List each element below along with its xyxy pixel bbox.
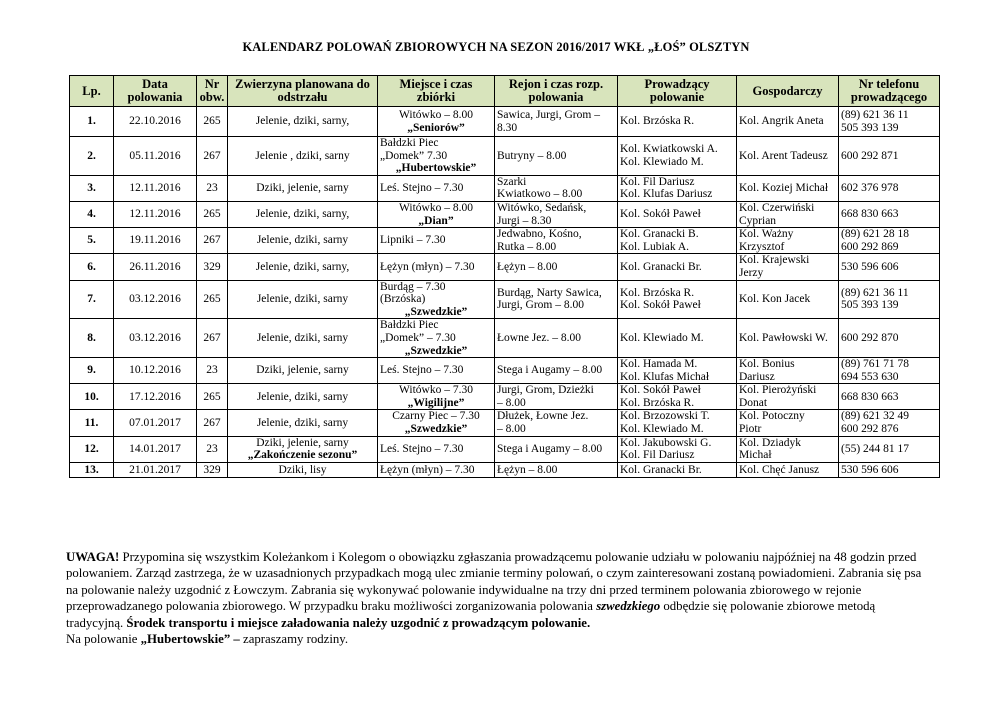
phone-line: 602 376 978 bbox=[841, 182, 899, 195]
game-text: Dziki, jelenie, sarny bbox=[256, 182, 349, 195]
place-line: Leś. Stejno – 7.30 bbox=[380, 182, 464, 195]
row-number: 10. bbox=[70, 384, 114, 410]
hunt-name: „Szwedzkie” bbox=[404, 344, 468, 357]
host-cell bbox=[737, 254, 839, 280]
leader-line: Kol. Granacki B. bbox=[620, 228, 699, 241]
notice-label: UWAGA! bbox=[66, 550, 120, 564]
host-cell bbox=[737, 228, 839, 254]
header-phone: Nr telefonu prowadzącego bbox=[839, 76, 940, 107]
header-date: Data polowania bbox=[114, 76, 197, 107]
district-cell: 267 bbox=[197, 228, 228, 254]
phone-line: (55) 244 81 17 bbox=[841, 442, 910, 455]
leader-line: Kol. Granacki Br. bbox=[620, 463, 702, 476]
region-cell bbox=[495, 462, 618, 477]
leader-line: Kol. Klewiado M. bbox=[620, 331, 704, 344]
phone-line: (89) 621 36 11 bbox=[841, 108, 909, 121]
region-line: Jurgi – 8.30 bbox=[497, 214, 552, 227]
phone-cell bbox=[839, 254, 940, 280]
header-leader: Prowadzący polowanie bbox=[618, 76, 737, 107]
region-line: Jedwabno, Kośno, bbox=[497, 228, 582, 241]
region-line: Jurgi, Grom, Dzieżki bbox=[497, 384, 594, 397]
row-number: 1. bbox=[70, 107, 114, 137]
region-line: 8.30 bbox=[497, 121, 518, 134]
game-text: Jelenie , dziki, sarny bbox=[255, 149, 350, 162]
leader-line: Kol. Klewiado M. bbox=[620, 155, 704, 168]
table-row bbox=[70, 280, 940, 319]
host-line: Michał bbox=[739, 449, 772, 462]
host-cell bbox=[737, 462, 839, 477]
phone-line: 530 596 606 bbox=[841, 463, 899, 476]
place-line: Witówko – 7.30 bbox=[399, 384, 473, 397]
game-text: Jelenie, dziki, sarny, bbox=[255, 208, 350, 221]
host-cell bbox=[737, 137, 839, 176]
notice-text-4: zapraszamy rodziny. bbox=[239, 632, 349, 647]
region-cell bbox=[495, 384, 618, 410]
game-cell bbox=[228, 201, 378, 227]
host-line: Kol. Arent Tadeusz bbox=[739, 149, 828, 162]
phone-line: 530 596 606 bbox=[841, 260, 899, 273]
district-cell: 265 bbox=[197, 201, 228, 227]
header-row bbox=[70, 76, 940, 107]
game-cell bbox=[228, 107, 378, 137]
table-row bbox=[70, 175, 940, 201]
host-line: Kol. Kon Jacek bbox=[739, 293, 811, 306]
host-line: Kol. Pierożyński bbox=[739, 384, 817, 397]
region-line: Dłużek, Łowne Jez. bbox=[497, 410, 589, 423]
game-text: Jelenie, dziki, sarny bbox=[256, 416, 349, 429]
host-line: Kol. Koziej Michał bbox=[739, 182, 829, 195]
host-line: Kol. Chęć Janusz bbox=[739, 463, 820, 476]
leader-line: Kol. Sokół Paweł bbox=[620, 384, 701, 397]
place-line: Leś. Stejno – 7.30 bbox=[380, 442, 464, 455]
phone-line: 668 830 663 bbox=[841, 208, 899, 221]
place-line: Bałdzki Piec bbox=[380, 137, 439, 149]
notice-text-3: Na polowanie bbox=[66, 632, 141, 647]
date-cell: 19.11.2016 bbox=[114, 228, 197, 254]
host-line: Cyprian bbox=[739, 214, 777, 227]
row-number: 2. bbox=[70, 137, 114, 176]
hunt-name: „Zakończenie sezonu” bbox=[247, 449, 358, 462]
district-cell: 265 bbox=[197, 280, 228, 319]
phone-line: 668 830 663 bbox=[841, 390, 899, 403]
place-cell bbox=[378, 137, 495, 176]
region-line: Łowne Jez. – 8.00 bbox=[497, 331, 581, 344]
game-text: Dziki, jelenie, sarny bbox=[256, 364, 349, 377]
host-line: Kol. Czerwiński bbox=[739, 201, 815, 214]
leader-line: Kol. Sokół Paweł bbox=[620, 299, 701, 312]
row-number: 12. bbox=[70, 436, 114, 462]
hunt-name: „Hubertowskie” bbox=[395, 162, 477, 175]
place-line: Burdąg – 7.30 bbox=[380, 280, 446, 293]
date-cell: 05.11.2016 bbox=[114, 137, 197, 176]
place-cell bbox=[378, 436, 495, 462]
row-number: 5. bbox=[70, 228, 114, 254]
leader-line: Kol. Hamada M. bbox=[620, 358, 698, 371]
place-line: (Brzóska) bbox=[380, 293, 426, 306]
game-cell bbox=[228, 319, 378, 358]
notice-bold-2: „Hubertowskie” – bbox=[140, 632, 240, 647]
notice-text-2: odbędzie się polowanie zbiorowe metodą tradycyjną. bbox=[66, 599, 876, 630]
place-line: „Domek” 7.30 bbox=[380, 149, 448, 162]
table-row bbox=[70, 201, 940, 227]
row-number: 4. bbox=[70, 201, 114, 227]
district-cell: 265 bbox=[197, 384, 228, 410]
leader-line: Kol. Klufas Michał bbox=[620, 370, 710, 383]
phone-line: 600 292 876 bbox=[841, 423, 899, 436]
place-cell bbox=[378, 319, 495, 358]
district-cell: 23 bbox=[197, 436, 228, 462]
region-line: Kwiatkowo – 8.00 bbox=[497, 188, 583, 201]
phone-line: 600 292 870 bbox=[841, 331, 899, 344]
game-text: Jelenie, dziki, sarny bbox=[256, 331, 349, 344]
region-line: Witówko, Sedańsk, bbox=[497, 201, 587, 214]
notice-text-1: Przypomina się wszystkim Koleżankom i Kolegom o obowiązku zgłaszania prowadzącemu polowanie udziału w polowaniu najpóźniej na 48 godzin przed polowaniem. Zarząd zastrzega, że w uzasadnionych przypadkach mogą ulec zmianie terminy polowań, o czym zainteresowani zostaną powiadomieni. Zabrania się psa na polowanie należy uzgodnić z Łowczym. Zabrania się wykonywać polowanie indywidualne na trzy dni przed terminem polowania zbiorowego w rejonie przeprowadzanego polowania zbiorowego. W przypadku braku możliwości zorganizowania polowania bbox=[66, 550, 922, 614]
region-cell bbox=[495, 228, 618, 254]
date-cell: 17.12.2016 bbox=[114, 384, 197, 410]
table-row bbox=[70, 358, 940, 384]
region-cell bbox=[495, 436, 618, 462]
leader-line: Kol. Granacki Br. bbox=[620, 260, 702, 273]
leader-line: Kol. Kwiatkowski A. bbox=[620, 143, 718, 156]
phone-cell bbox=[839, 319, 940, 358]
game-text: Dziki, lisy bbox=[278, 463, 327, 476]
host-cell bbox=[737, 319, 839, 358]
game-text: Jelenie, dziki, sarny bbox=[256, 390, 349, 403]
leader-cell bbox=[618, 410, 737, 436]
place-line: Witówko – 8.00 bbox=[399, 108, 473, 121]
hunt-name: „Szwedzkie” bbox=[404, 305, 468, 318]
leader-cell bbox=[618, 358, 737, 384]
host-line: Kol. Krajewski bbox=[739, 254, 810, 267]
table-row bbox=[70, 410, 940, 436]
host-line: Kol. Ważny bbox=[739, 228, 794, 241]
region-line: Stega i Augamy – 8.00 bbox=[497, 442, 603, 455]
game-cell bbox=[228, 436, 378, 462]
region-line: Łężyn – 8.00 bbox=[497, 260, 558, 273]
page-title: KALENDARZ POLOWAŃ ZBIOROWYCH NA SEZON 2016/2017 WKŁ „ŁOŚ” OLSZTYN bbox=[242, 40, 750, 54]
region-line: Szarki bbox=[497, 175, 527, 188]
region-line: Łężyn – 8.00 bbox=[497, 463, 558, 476]
region-cell bbox=[495, 410, 618, 436]
header-host: Gospodarczy bbox=[737, 76, 839, 107]
table-row bbox=[70, 319, 940, 358]
region-line: – 8.00 bbox=[497, 423, 526, 436]
region-line: Stega i Augamy – 8.00 bbox=[497, 364, 603, 377]
region-line: Rutka – 8.00 bbox=[497, 240, 557, 253]
date-cell: 21.01.2017 bbox=[114, 462, 197, 477]
game-cell bbox=[228, 254, 378, 280]
leader-line: Kol. Sokół Paweł bbox=[620, 208, 701, 221]
leader-line: Kol. Fil Dariusz bbox=[620, 449, 695, 462]
hunting-calendar-table bbox=[69, 75, 940, 478]
header-lp: Lp. bbox=[70, 76, 114, 107]
place-line: „Domek” – 7.30 bbox=[380, 331, 456, 344]
district-cell: 23 bbox=[197, 358, 228, 384]
date-cell: 12.11.2016 bbox=[114, 201, 197, 227]
host-cell bbox=[737, 201, 839, 227]
hunt-name: „Seniorów” bbox=[407, 121, 465, 134]
date-cell: 14.01.2017 bbox=[114, 436, 197, 462]
district-cell: 329 bbox=[197, 254, 228, 280]
game-cell bbox=[228, 280, 378, 319]
host-cell bbox=[737, 410, 839, 436]
leader-line: Kol. Brzóska R. bbox=[620, 115, 695, 128]
table-row bbox=[70, 462, 940, 477]
row-number: 9. bbox=[70, 358, 114, 384]
table-row bbox=[70, 137, 940, 176]
date-cell: 03.12.2016 bbox=[114, 319, 197, 358]
host-cell bbox=[737, 436, 839, 462]
hunt-name: „Wigilijne” bbox=[407, 396, 465, 409]
host-cell bbox=[737, 358, 839, 384]
game-cell bbox=[228, 358, 378, 384]
region-line: Burdąg, Narty Sawica, bbox=[497, 286, 602, 299]
table-row bbox=[70, 384, 940, 410]
leader-cell bbox=[618, 384, 737, 410]
table-row bbox=[70, 436, 940, 462]
leader-cell bbox=[618, 228, 737, 254]
place-cell bbox=[378, 228, 495, 254]
host-line: Kol. Bonius bbox=[739, 358, 795, 371]
host-line: Kol. Potoczny bbox=[739, 410, 805, 423]
leader-line: Kol. Jakubowski G. bbox=[620, 436, 712, 449]
place-line: Łężyn (młyn) – 7.30 bbox=[380, 463, 475, 476]
place-line: Bałdzki Piec bbox=[380, 319, 439, 332]
region-line: Butryny – 8.00 bbox=[497, 149, 567, 162]
place-cell bbox=[378, 384, 495, 410]
notice-paragraph bbox=[66, 549, 932, 647]
host-line: Donat bbox=[739, 396, 768, 409]
place-line: Lipniki – 7.30 bbox=[380, 234, 446, 247]
phone-cell bbox=[839, 384, 940, 410]
hunt-name: „Szwedzkie” bbox=[404, 423, 468, 436]
leader-line: Kol. Brzozowski T. bbox=[620, 410, 710, 423]
game-cell bbox=[228, 175, 378, 201]
game-text: Jelenie, dziki, sarny bbox=[256, 234, 349, 247]
place-line: Czarny Piec – 7.30 bbox=[392, 410, 480, 423]
phone-cell bbox=[839, 137, 940, 176]
host-line: Krzysztof bbox=[739, 240, 785, 253]
leader-cell bbox=[618, 137, 737, 176]
phone-line: 505 393 139 bbox=[841, 299, 899, 312]
game-text: Jelenie, dziki, sarny bbox=[256, 293, 349, 306]
place-cell bbox=[378, 410, 495, 436]
row-number: 6. bbox=[70, 254, 114, 280]
place-line: Leś. Stejno – 7.30 bbox=[380, 364, 464, 377]
date-cell: 12.11.2016 bbox=[114, 175, 197, 201]
date-cell: 26.11.2016 bbox=[114, 254, 197, 280]
host-line: Kol. Pawłowski W. bbox=[739, 331, 828, 344]
phone-line: (89) 621 36 11 bbox=[841, 286, 909, 299]
region-cell bbox=[495, 280, 618, 319]
place-cell bbox=[378, 107, 495, 137]
phone-line: 505 393 139 bbox=[841, 121, 899, 134]
district-cell: 267 bbox=[197, 319, 228, 358]
row-number: 3. bbox=[70, 175, 114, 201]
phone-line: (89) 621 28 18 bbox=[841, 228, 910, 241]
leader-cell bbox=[618, 175, 737, 201]
district-cell: 267 bbox=[197, 410, 228, 436]
date-cell: 22.10.2016 bbox=[114, 107, 197, 137]
date-cell: 10.12.2016 bbox=[114, 358, 197, 384]
phone-cell bbox=[839, 280, 940, 319]
host-cell bbox=[737, 280, 839, 319]
phone-line: 694 553 630 bbox=[841, 370, 899, 383]
row-number: 13. bbox=[70, 462, 114, 477]
phone-cell bbox=[839, 410, 940, 436]
district-cell: 23 bbox=[197, 175, 228, 201]
game-cell bbox=[228, 462, 378, 477]
leader-cell bbox=[618, 107, 737, 137]
region-cell bbox=[495, 254, 618, 280]
place-cell bbox=[378, 201, 495, 227]
row-number: 7. bbox=[70, 280, 114, 319]
district-cell: 265 bbox=[197, 107, 228, 137]
game-text: Dziki, jelenie, sarny bbox=[256, 436, 349, 449]
region-line: – 8.00 bbox=[497, 396, 526, 409]
game-text: Jelenie, dziki, sarny, bbox=[255, 260, 350, 273]
table-row bbox=[70, 107, 940, 137]
district-cell: 329 bbox=[197, 462, 228, 477]
leader-line: Kol. Klufas Dariusz bbox=[620, 188, 713, 201]
place-cell bbox=[378, 280, 495, 319]
place-cell bbox=[378, 175, 495, 201]
game-cell bbox=[228, 384, 378, 410]
phone-cell bbox=[839, 228, 940, 254]
table-row bbox=[70, 228, 940, 254]
host-line: Kol. Dziadyk bbox=[739, 436, 801, 449]
phone-cell bbox=[839, 462, 940, 477]
host-line: Piotr bbox=[739, 423, 762, 436]
region-line: Jurgi, Grom – 8.00 bbox=[497, 299, 584, 312]
region-line: Sawica, Jurgi, Grom – bbox=[497, 108, 600, 121]
region-cell bbox=[495, 107, 618, 137]
phone-line: (89) 621 32 49 bbox=[841, 410, 910, 423]
table-body bbox=[70, 107, 940, 478]
place-cell bbox=[378, 254, 495, 280]
phone-cell bbox=[839, 107, 940, 137]
date-cell: 07.01.2017 bbox=[114, 410, 197, 436]
host-line: Dariusz bbox=[739, 370, 775, 383]
region-cell bbox=[495, 358, 618, 384]
leader-line: Kol. Lubiak A. bbox=[620, 240, 689, 253]
phone-cell bbox=[839, 201, 940, 227]
row-number: 8. bbox=[70, 319, 114, 358]
leader-cell bbox=[618, 319, 737, 358]
host-line: Kol. Angrik Aneta bbox=[739, 115, 824, 128]
region-cell bbox=[495, 319, 618, 358]
header-nr: Nr obw. bbox=[197, 76, 228, 107]
notice-bold-1: Środek transportu i miejsce załadowania należy uzgodnić z prowadzącym polowanie. bbox=[126, 615, 591, 630]
table-row bbox=[70, 254, 940, 280]
game-cell bbox=[228, 137, 378, 176]
district-cell: 267 bbox=[197, 137, 228, 176]
header-place: Miejsce i czas zbiórki bbox=[378, 76, 495, 107]
leader-line: Kol. Klewiado M. bbox=[620, 423, 704, 436]
leader-line: Kol. Brzóska R. bbox=[620, 396, 695, 409]
game-cell bbox=[228, 410, 378, 436]
game-cell bbox=[228, 228, 378, 254]
row-number: 11. bbox=[70, 410, 114, 436]
leader-cell bbox=[618, 201, 737, 227]
header-game: Zwierzyna planowana do odstrzału bbox=[228, 76, 378, 107]
host-cell bbox=[737, 384, 839, 410]
hunt-name: „Dian” bbox=[418, 214, 454, 227]
leader-cell bbox=[618, 436, 737, 462]
region-cell bbox=[495, 201, 618, 227]
host-line: Jerzy bbox=[739, 266, 764, 279]
region-cell bbox=[495, 175, 618, 201]
phone-cell bbox=[839, 175, 940, 201]
leader-line: Kol. Fil Dariusz bbox=[620, 175, 695, 188]
host-cell bbox=[737, 175, 839, 201]
leader-cell bbox=[618, 280, 737, 319]
leader-line: Kol. Brzóska R. bbox=[620, 286, 695, 299]
phone-line: 600 292 869 bbox=[841, 240, 899, 253]
phone-line: (89) 761 71 78 bbox=[841, 358, 910, 371]
host-cell bbox=[737, 107, 839, 137]
region-cell bbox=[495, 137, 618, 176]
phone-cell bbox=[839, 436, 940, 462]
place-cell bbox=[378, 358, 495, 384]
place-line: Łężyn (młyn) – 7.30 bbox=[380, 260, 475, 273]
game-text: Jelenie, dziki, sarny, bbox=[255, 115, 350, 128]
notice-italic: szwedzkiego bbox=[596, 599, 661, 614]
place-line: Witówko – 8.00 bbox=[399, 201, 473, 214]
header-region: Rejon i czas rozp. polowania bbox=[495, 76, 618, 107]
leader-cell bbox=[618, 254, 737, 280]
leader-cell bbox=[618, 462, 737, 477]
phone-line: 600 292 871 bbox=[841, 149, 899, 162]
place-cell bbox=[378, 462, 495, 477]
date-cell: 03.12.2016 bbox=[114, 280, 197, 319]
phone-cell bbox=[839, 358, 940, 384]
